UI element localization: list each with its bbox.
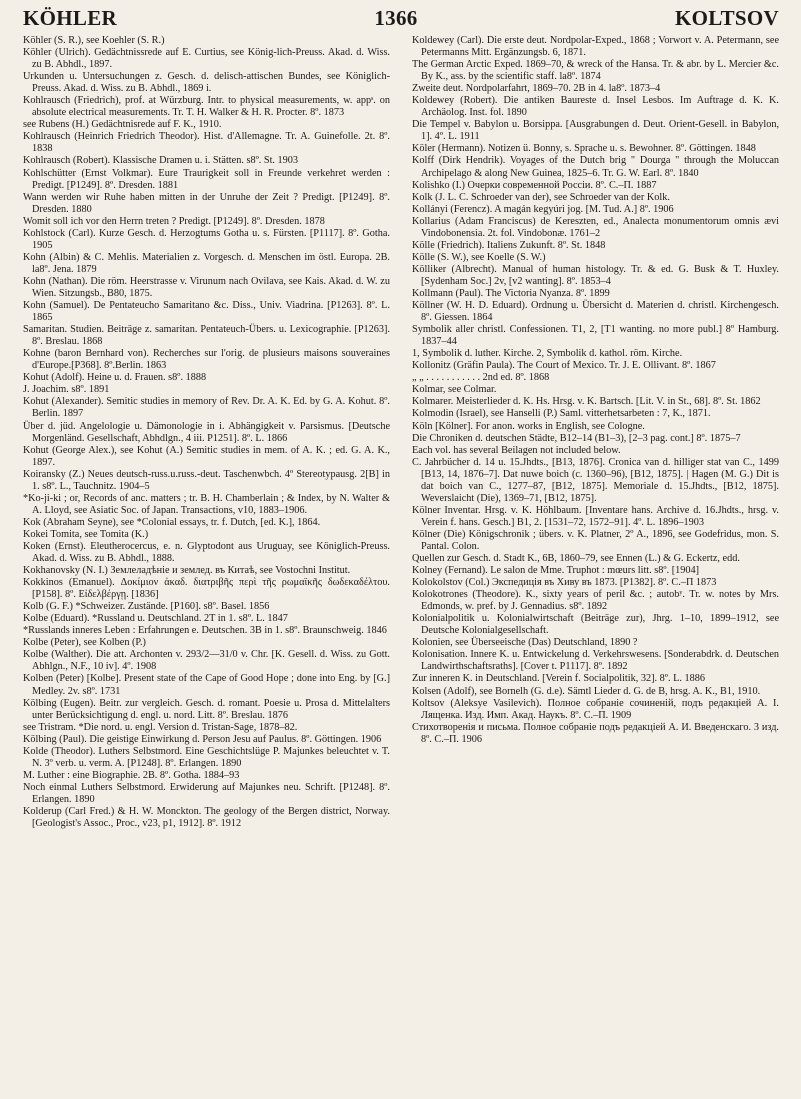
header-first-entry: KÖHLER	[23, 6, 117, 30]
catalogue-entry: *Ko-ji-ki ; or, Records of anc. matters ; tr. B. H. Chamberlain ; & Index, by N. Walter & A. Lloyd, see Asiatic Soc. of Japan. Transactions, v10, 1883–1906.	[23, 492, 390, 516]
catalogue-entry: Kölle (S. W.), see Koelle (S. W.)	[412, 251, 546, 263]
catalogue-entry: Kohlrausch (Robert). Klassische Dramen u. i. Stätten. s8º. St. 1903	[23, 155, 299, 167]
catalogue-entry: Koltsov (Aleksye Vasilevich). Полное собраніе сочиненій, подъ редакціей А. I. Лященка. Изд. Имп. Акад. Наукъ. 8º. С.–П. 1909	[412, 697, 779, 721]
catalogue-entry: Kölner Inventar. Hrsg. v. K. Höhlbaum. [Inventare hans. Archive d. 16.Jhdts., hrsg. v. Verein f. hans. Gesch.] B1, 2. [1531–72, 1572–91]. 4º. L. 1896–1903	[412, 504, 779, 528]
catalogue-entry: Köhler (Ulrich). Gedächtnissrede auf E. Curtius, see König-lich-Preuss. Akad. d. Wiss. zu B. Abhdl., 1897.	[23, 47, 390, 71]
catalogue-entry: Kohlschütter (Ernst Volkmar). Eure Traurigkeit soll in Freunde verkehret werden : Predigt. [P1249]. 8º. Dresden. 1881	[23, 167, 390, 191]
catalogue-entry: Wann werden wir Ruhe haben mitten in der Unruhe der Zeit ? Predigt. [P1249]. 8º. Dresden. 1880	[23, 191, 390, 215]
catalogue-entry: Kohn (Albin) & C. Mehlis. Materialien z. Vorgesch. d. Menschen im östl. Europa. 2B. la8º. Jena. 1879	[23, 251, 390, 275]
catalogue-entry: Kolben (Peter) [Kolbe]. Present state of the Cape of Good Hope ; done into Eng. by [G.] Medley. 2v. s8º. 1731	[23, 673, 390, 697]
catalogue-entry: Kollmann (Paul). The Victoria Nyanza. 8º. 1899	[412, 287, 610, 299]
two-column-body	[23, 35, 779, 1095]
catalogue-entry: Kolney (Fernand). Le salon de Mme. Truphot : mœurs litt. s8º. [1904]	[412, 565, 700, 577]
left-column	[23, 35, 390, 1095]
catalogue-entry: Kolderup (Carl Fred.) & H. W. Monckton. The geology of the Bergen district, Norway. [Geologist's Assoc., Proc., v23, p1, 1912]. 8º. 1912	[23, 806, 390, 830]
catalogue-entry: C. Jahrbücher d. 14 u. 15.Jhdts., [B13, 1876]. Cronica van d. hilliger stat van C., 1499 [B13, 14, 1876–7]. Dat nuwe boich (c. 1360–96), [B12, 1875]. | Hagen (M. G.) Dit is dat boich van C., 1277–87, [B12, 1875]. Memoriale d. 15.Jhdts., [B12, 1875]. Weverslaicht (Die), 1369–71, [B12, 1875].	[412, 456, 779, 504]
catalogue-entry: Kolmar, see Colmar.	[412, 384, 497, 396]
catalogue-entry: Kölbing (Eugen). Beitr. zur vergleich. Gesch. d. romant. Poesie u. Prosa d. Mittelalters unter Berücksichtigung d. engl. u. nord. Litt. 8º. Breslau. 1876	[23, 697, 390, 721]
catalogue-entry: Koken (Ernst). Eleutherocercus, e. n. Glyptodont aus Uruguay, see Königlich-Preuss. Akad. d. Wiss. zu B. Abhdl., 1888.	[23, 540, 390, 565]
catalogue-entry: Kohn (Samuel). De Pentateucho Samaritano &c. Diss., Univ. Viadrina. [P1263]. 8º. L. 1865	[23, 300, 390, 324]
catalogue-entry: see Tristram. *Die nord. u. engl. Version d. Tristan-Sage, 1878–82.	[23, 721, 298, 733]
catalogue-entry: 1, Symbolik d. luther. Kirche. 2, Symbolik d. kathol. röm. Kirche.	[412, 348, 683, 360]
header-last-entry: KOLTSOV	[674, 6, 779, 30]
catalogue-entry: Kokhanovsky (N. I.) Землеладѣніе и землед. въ Китаѣ, see Vostochni Institut.	[23, 565, 351, 577]
catalogue-entry: J. Joachim. s8º. 1891	[23, 384, 110, 396]
catalogue-entry: Urkunden u. Untersuchungen z. Gesch. d. delisch-attischen Bundes, see Königlich-Preuss. Akad. d. Wiss. zu B. Abhdl., 1869 i.	[23, 71, 390, 95]
catalogue-entry: Kok (Abraham Seyne), see *Colonial essays, tr. f. Dutch, [ed. K.], 1864.	[23, 516, 321, 528]
catalogue-entry: Стихотворенія и письма. Полное собраніе подъ редакціей А. И. Введенскаго. 3 изд. 8º. С.–П. 1906	[412, 721, 779, 745]
catalogue-entry: Kohn (Nathan). Die röm. Heerstrasse v. Virunum nach Ovilava, see Kais. Akad. d. W. zu Wien. Sitzungsb., B80, 1875.	[23, 275, 390, 299]
catalogue-entry: Koldewey (Carl). Die erste deut. Nordpolar-Exped., 1868 ; Vorwort v. A. Petermann, see Petermanns Mitt. Ergänzungsb. 6, 1871.	[412, 35, 779, 59]
catalogue-entry: Koldewey (Robert). Die antiken Baureste d. Insel Lesbos. Im Auftrage d. K. K. Archäolog. Inst. fol. 1890	[412, 95, 779, 119]
page-number: 1366	[374, 6, 418, 30]
catalogue-entry: Kohut (Alexander). Semitic studies in memory of Rev. Dr. A. K. Ed. by G. A. Kohut. 8º. Berlin. 1897	[23, 396, 390, 420]
catalogue-entry: Kolsen (Adolf), see Bornelh (G. d.e). Sämtl Lieder d. G. de B, hrsg. A. K., B1, 1910.	[412, 685, 761, 697]
catalogue-entry: Köln [Kölner]. For anon. works in English, see Cologne.	[412, 420, 645, 432]
catalogue-entry: Zweite deut. Nordpolarfahrt, 1869–70. 2B in 4. la8º. 1873–4	[412, 83, 661, 95]
catalogue-entry: Kolbe (Eduard). *Russland u. Deutschland. 2T in 1. s8º. L. 1847	[23, 613, 288, 625]
catalogue-entry: Kokkinos (Emanuel). Δοκίμιον ἀκαδ. διατριβῆς περὶ τῆς ρωμαϊκῆς δωδεκαδέλτου. [P158]. 8º. Εἰδελβέργῃ. [1836]	[23, 577, 390, 601]
catalogue-entry: Kohut (George Alex.), see Kohut (A.) Semitic studies in mem. of A. K. ; ed. G. A. K., 1897.	[23, 444, 390, 468]
catalogue-entry: Kohlstock (Carl). Kurze Gesch. d. Herzogtums Gotha u. s. Fürsten. [P1117]. 8º. Gotha. 1905	[23, 227, 390, 251]
catalogue-entry: Kolff (Dirk Hendrik). Voyages of the Dutch brig " Dourga " through the Moluccan Archipelago & along New Guinea, 1825–6. Tr. G. W. Earl. 8º. 1840	[412, 155, 779, 179]
catalogue-entry: Kolonien, see Überseeische (Das) Deutschland, 1890 ?	[412, 637, 638, 649]
catalogue-entry: Noch einmal Luthers Selbstmord. Erwiderung auf Majunkes neu. Schrift. [P1248]. 8º. Erlangen. 1890	[23, 781, 390, 805]
catalogue-entry: Die Chroniken d. deutschen Städte, B12–14 (B1–3), [2–3 pag. cont.] 8º. 1875–7	[412, 432, 741, 444]
catalogue-entry: Each vol. has several Beilagen not included below.	[412, 444, 621, 456]
catalogue-entry: Kolbe (Walther). Die att. Archonten v. 293/2—31/0 v. Chr. [K. Gesell. d. Wiss. zu Gott. Abhlgn., N.F., 10 iv]. 4º. 1908	[23, 649, 390, 673]
catalogue-entry: see Rubens (H.) Gedächtnisrede auf F. K., 1910.	[23, 119, 222, 131]
catalogue-entry: Köhler (S. R.), see Koehler (S. R.)	[23, 35, 165, 46]
catalogue-entry: „ „ . . . . . . . . . . . 2nd ed. 8º. 1868	[412, 372, 550, 384]
catalogue-entry: Die Tempel v. Babylon u. Borsippa. [Ausgrabungen d. Deut. Orient-Gesell. in Babylon, 1]. 4º. L. 1911	[412, 119, 779, 143]
catalogue-entry: Koiransky (Z.) Neues deutsch-russ.u.russ.-deut. Taschenwbch. 4º Stereotypausg. 2[B] in 1. s8º. L., Tauchnitz. 1904–5	[23, 468, 390, 492]
catalogue-entry: Kolokolstov (Col.) Экспедиція въ Хиву въ 1873. [P1382]. 8º. С.–П 1873	[412, 577, 717, 589]
catalogue-entry: Kolde (Theodor). Luthers Selbstmord. Eine Geschichtslüge P. Majunkes beleuchtet v. T. N. 3º verb. u. verm. A. [P1248]. 8º. Erlangen. 1890	[23, 745, 390, 769]
catalogue-entry: Kolishko (I.) Очерки современной Россіи. 8º. С.–П. 1887	[412, 179, 657, 191]
catalogue-entry: Kolonialpolitik u. Kolonialwirtschaft (Beiträge zur), Jhrg. 1–10, 1899–1912, see Deutsche Kolonialgesellschaft.	[412, 613, 779, 637]
catalogue-entry: Samaritan. Studien. Beiträge z. samaritan. Pentateuch-Übers. u. Lexicographie. [P1263]. 8º. Breslau. 1868	[23, 324, 390, 348]
catalogue-entry: *Russlands inneres Leben : Erfahrungen e. Deutschen. 3B in 1. s8º. Braunschweig. 1846	[23, 625, 387, 637]
catalogue-entry: Kölner (Die) Königschronik ; übers. v. K. Platner, 2º A., 1896, see Godefridus, mon. S. Pantal. Colon.	[412, 528, 779, 552]
catalogue-entry: Köllner (W. H. D. Eduard). Ordnung u. Übersicht d. Materien d. christl. Kirchengesch. 8º. Giessen. 1864	[412, 300, 779, 324]
catalogue-entry: Kolb (G. F.) *Schweizer. Zustände. [P160]. s8º. Basel. 1856	[23, 601, 270, 613]
catalogue-entry: Kolonisation. Innere K. u. Entwickelung d. Verkehrswesens. [Sonderabdrk. d. Deutschen Landwirthschaftsraths]. [Cover t. P1117]. 8º. 1892	[412, 649, 779, 673]
catalogue-entry: Kolk (J. L. C. Schroeder van der), see Schroeder van der Kolk.	[412, 191, 670, 203]
catalogue-entry: Kolmodin (Israel), see Hanselli (P.) Saml. vitterhetsarbeten : 7, K., 1871.	[412, 408, 711, 420]
catalogue-entry: Zur inneren K. in Deutschland. [Verein f. Socialpolitik, 32]. 8º. L. 1886	[412, 673, 705, 685]
catalogue-entry: Kolbe (Peter), see Kolben (P.)	[23, 637, 146, 649]
running-header	[23, 6, 779, 28]
catalogue-entry: Kolmarer. Meisterlieder d. K. Hs. Hrsg. v. K. Bartsch. [Lit. V. in St., 68]. 8º. St. 1862	[412, 396, 761, 408]
catalogue-entry: Womit soll ich vor den Herrn treten ? Predigt. [P1249]. 8º. Dresden. 1878	[23, 215, 325, 227]
catalogue-entry: The German Arctic Exped. 1869–70, & wreck of the Hansa. Tr. & abr. by L. Mercier &c. By K., ass. by the scientific staff. la8º. 1874	[412, 59, 779, 83]
catalogue-entry: Kohlrausch (Friedrich), prof. at Würzburg. Intr. to physical measurements, w. appˢ. on absolute electrical measurements. Tr. T. H. Walker & H. R. Procter. 8º. 1873	[23, 95, 390, 119]
catalogue-entry: Kohlrausch (Heinrich Friedrich Theodor). Hist. d'Allemagne. Tr. A. Guinefolle. 2t. 8º. 1838	[23, 131, 390, 155]
catalogue-entry: Kolokotrones (Theodore). K., sixty years of peril &c. ; autobʸ. Tr. w. notes by Mrs. Edmonds, w. pref. by J. Gennadius. s8º. 1892	[412, 589, 779, 613]
right-column	[412, 35, 779, 1095]
catalogue-entry: Köler (Hermann). Notizen ü. Bonny, s. Sprache u. s. Bewohner. 8º. Göttingen. 1848	[412, 143, 756, 155]
catalogue-entry: Kollonitz (Gräfin Paula). The Court of Mexico. Tr. J. E. Ollivant. 8º. 1867	[412, 360, 716, 372]
catalogue-entry: Kollányi (Ferencz). A magán kegyúri jog. [M. Tud. A.] 8º. 1906	[412, 203, 674, 215]
catalogue-entry: Kollarius (Adam Franciscus) de Kereszten, ed., Analecta monumentorum omnis ævi Vindobonensia. 2t. fol. Vindobonæ. 1761–2	[412, 215, 779, 239]
catalogue-entry: Kohne (baron Bernhard von). Recherches sur l'orig. de plusieurs maisons souveraines d'Europe.[P368]. 8º.Berlin. 1863	[23, 348, 390, 372]
catalogue-entry: Symbolik aller christl. Confessionen. T1, 2, [T1 wanting. no more publ.] 8º Hamburg. 1837–44	[412, 324, 779, 348]
catalogue-entry: Kölliker (Albrecht). Manual of human histology. Tr. & ed. G. Busk & T. Huxley. [Sydenham Soc.] 2v, [v2 wanting]. 8º. 1853–4	[412, 263, 779, 287]
catalogue-entry: Über d. jüd. Angelologie u. Dämonologie in i. Abhängigkeit v. Parsismus. [Deutsche Morgenländ. Gesellschaft, Abhdlgn., 4 iii. P1251]. 8º. L. 1866	[23, 420, 390, 444]
catalogue-entry: Kohut (Adolf). Heine u. d. Frauen. s8º. 1888	[23, 372, 207, 384]
catalogue-entry: Kölbing (Paul). Die geistige Einwirkung d. Person Jesu auf Paulus. 8º. Göttingen. 1906	[23, 733, 382, 745]
catalogue-entry: M. Luther : eine Biographie. 2B. 8º. Gotha. 1884–93	[23, 769, 240, 781]
catalogue-entry: Quellen zur Gesch. d. Stadt K., 6B, 1860–79, see Ennen (L.) & G. Eckertz, edd.	[412, 553, 740, 565]
catalogue-entry: Kokei Tomita, see Tomita (K.)	[23, 528, 149, 540]
catalogue-entry: Kölle (Friedrich). Italiens Zukunft. 8º. St. 1848	[412, 239, 606, 251]
